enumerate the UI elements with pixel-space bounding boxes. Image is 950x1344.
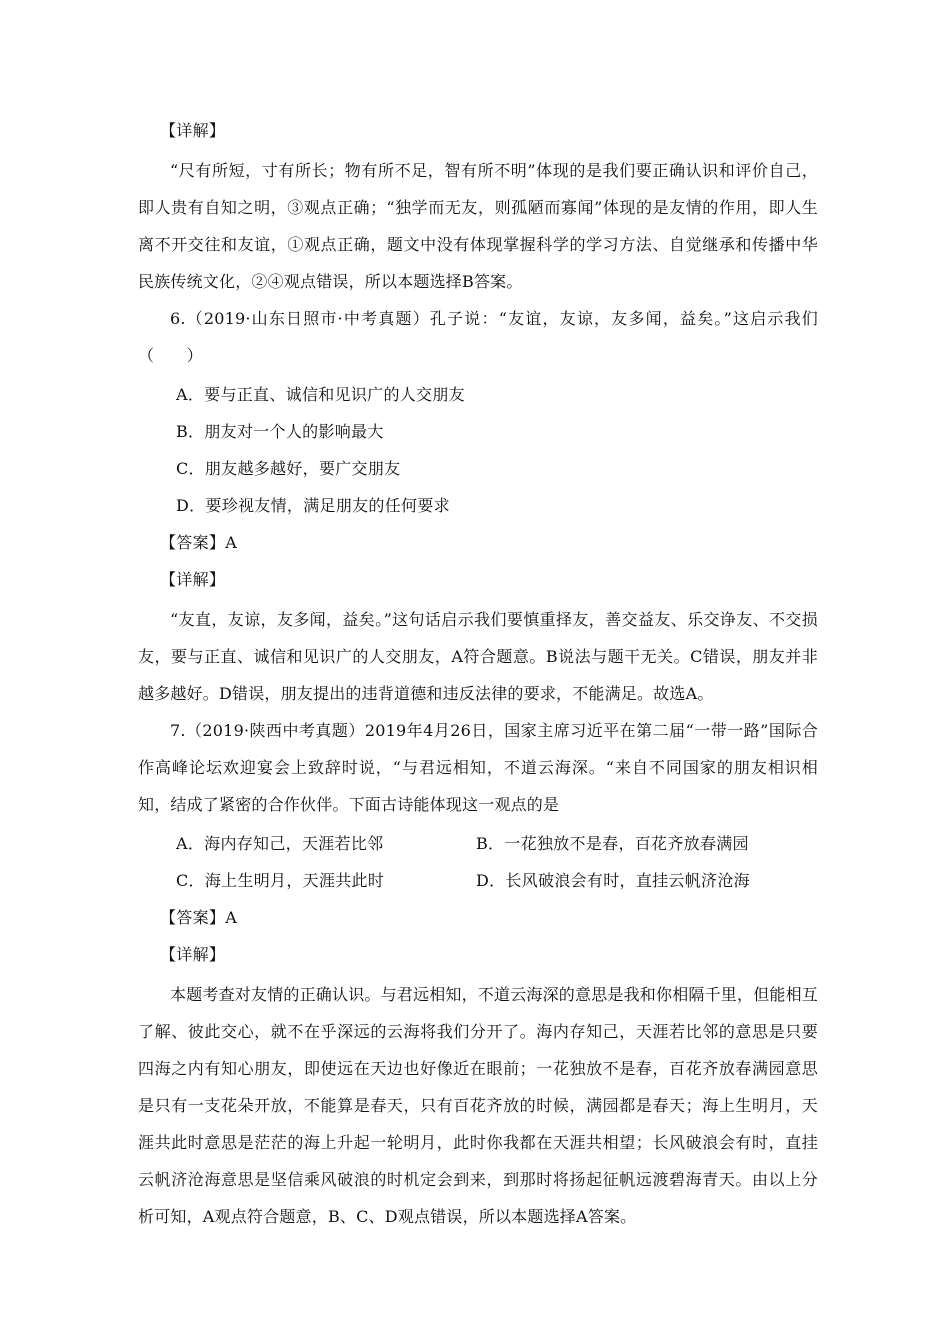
question-6-option-a: A．要与正直、诚信和见识广的人交朋友 xyxy=(176,385,465,404)
question-6-detail-heading: 【详解】 xyxy=(160,570,226,589)
question-6-answer: 【答案】A xyxy=(160,533,238,552)
explanation-paragraph: “尺有所短，寸有所长；物有所不足，智有所不明”体现的是我们要正确认识和评价自己，即人贵有自知之明，③观点正确；“独学而无友，则孤陋而寡闻”体现的是友情的作用，即人生离不开交往和友谊，①观点正确，题文中没有体现掌握科学的学习方法、自觉继承和传播中华民族传统文化，②④观点错误，所以本题选择B答案。 xyxy=(138,161,818,291)
question-6-option-c: C．朋友越多越好，要广交朋友 xyxy=(176,459,401,478)
question-6-stem: 6.（2019·山东日照市·中考真题）孔子说：“友谊，友谅，友多闻，益矣。”这启示我们（ ） xyxy=(138,309,818,365)
question-6-option-d: D．要珍视友情，满足朋友的任何要求 xyxy=(176,496,450,515)
question-6-option-b: B．朋友对一个人的影响最大 xyxy=(176,422,384,441)
question-7-option-a: A．海内存知己，天涯若比邻 xyxy=(176,834,384,853)
question-7-answer: 【答案】A xyxy=(160,908,238,927)
detail-heading: 【详解】 xyxy=(160,121,226,140)
question-6-explanation: “友直，友谅，友多闻，益矣。”这句话启示我们要慎重择友，善交益友、乐交诤友、不交损友，要与正直、诚信和见识广的人交朋友，A符合题意。B说法与题干无关。C错误，朋友并非越多越好。D错误，朋友提出的违背道德和违反法律的要求，不能满足。故选A。 xyxy=(138,610,818,703)
question-7-explanation: 本题考查对友情的正确认识。与君远相知，不道云海深的意思是我和你相隔千里，但能相互了解、彼此交心，就不在乎深远的云海将我们分开了。海内存知己，天涯若比邻的意思是只要四海之内有知心朋友，即使远在天边也好像近在眼前；一花独放不是春，百花齐放春满园意思是只有一支花朵开放，不能算是春天，只有百花齐放的时候，满园都是春天；海上生明月，天涯共此时意思是茫茫的海上升起一轮明月，此时你我都在天涯共相望；长风破浪会有时，直挂云帆济沧海意思是坚信乘风破浪的时机定会到来，到那时将扬起征帆远渡碧海青天。由以上分析可知，A观点符合题意，B、C、D观点错误，所以本题选择A答案。 xyxy=(138,985,819,1226)
question-7-detail-heading: 【详解】 xyxy=(160,945,226,964)
question-7-option-d: D．长风破浪会有时，直挂云帆济沧海 xyxy=(476,871,750,890)
question-7-stem: 7.（2019·陕西中考真题）2019年4月26日，国家主席习近平在第二届“一带一路”国际合作高峰论坛欢迎宴会上致辞时说，“与君远相知，不道云海深。“来自不同国家的朋友相识相知，结成了紧密的合作伙伴。下面古诗能体现这一观点的是 xyxy=(138,721,818,814)
question-7-option-b: B．一花独放不是春，百花齐放春满园 xyxy=(476,834,749,853)
question-7-option-c: C．海上生明月，天涯共此时 xyxy=(176,871,385,890)
